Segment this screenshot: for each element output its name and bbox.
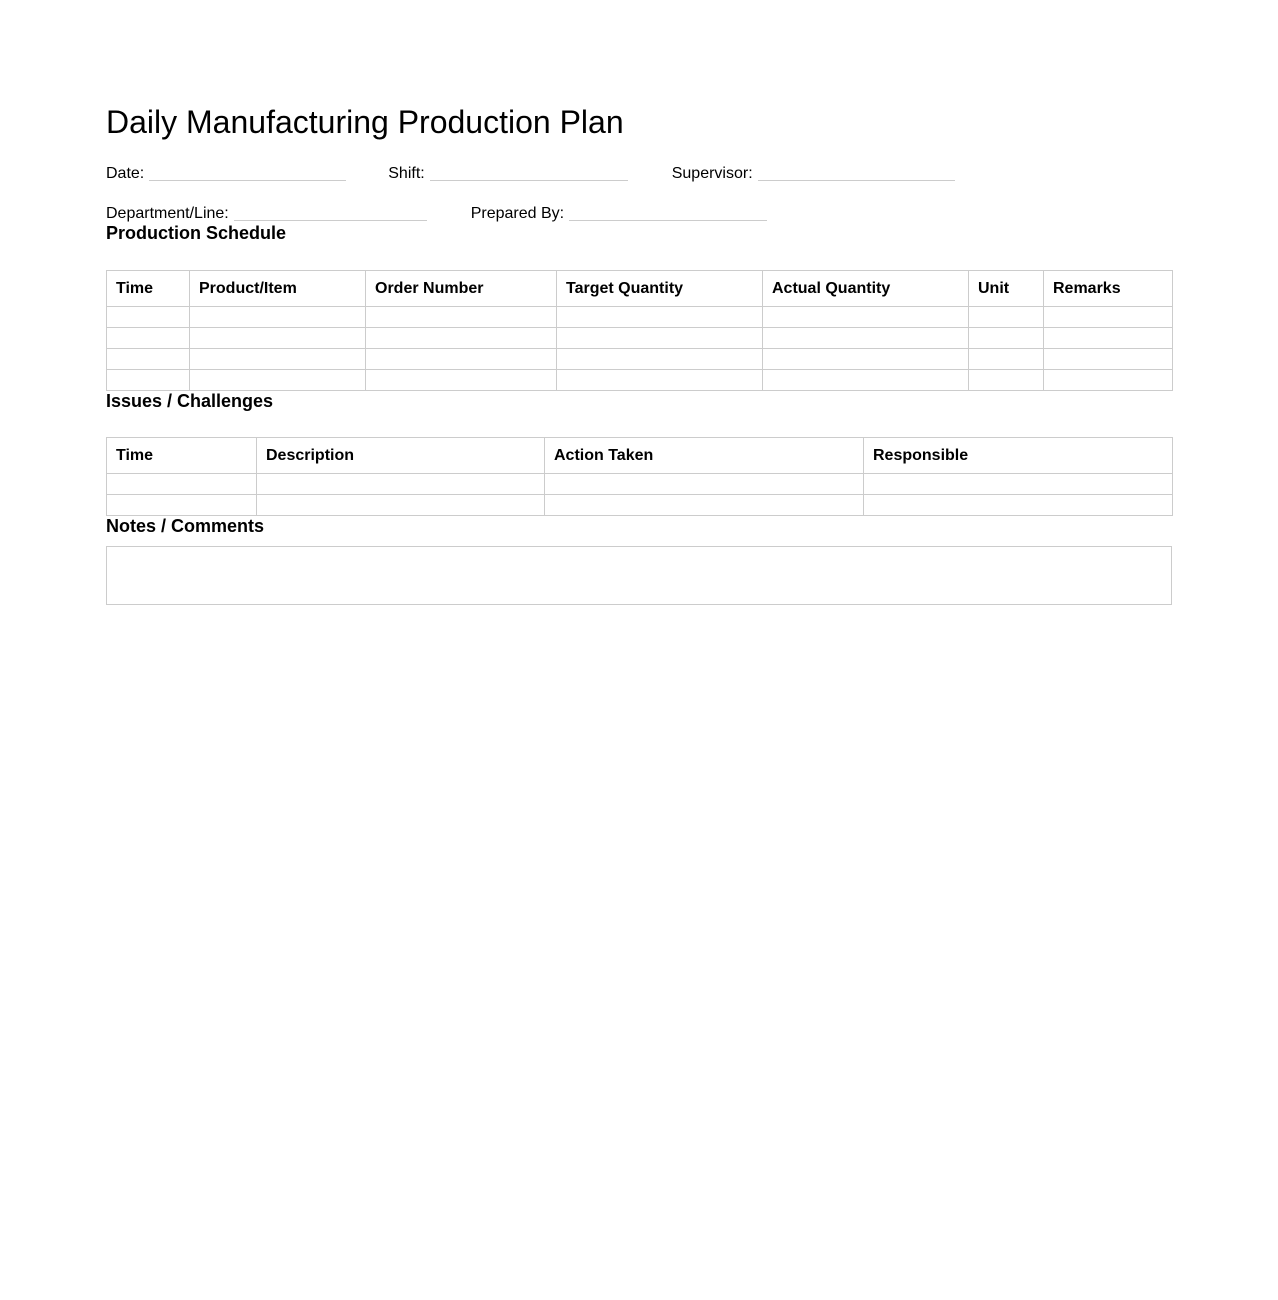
field-shift-line xyxy=(430,166,628,181)
field-date-label: Date: xyxy=(106,165,145,182)
table-cell xyxy=(557,307,763,328)
table-cell xyxy=(864,495,1173,516)
table-row xyxy=(107,474,1173,495)
table-cell xyxy=(864,474,1173,495)
column-header: Responsible xyxy=(864,438,1173,474)
column-header: Actual Quantity xyxy=(763,271,969,307)
table-cell xyxy=(1044,370,1173,391)
table-cell xyxy=(763,370,969,391)
table-cell xyxy=(969,370,1044,391)
table-cell xyxy=(366,328,557,349)
column-header: Action Taken xyxy=(545,438,864,474)
table-cell xyxy=(1044,307,1173,328)
issues-challenges-header-row xyxy=(107,438,1173,474)
column-header: Product/Item xyxy=(190,271,366,307)
table-cell xyxy=(107,474,257,495)
table-cell xyxy=(969,328,1044,349)
table-row xyxy=(107,328,1173,349)
column-header: Unit xyxy=(969,271,1044,307)
meta-row-2 xyxy=(106,205,1172,223)
table-cell xyxy=(107,349,190,370)
field-department-line-label: Department/Line: xyxy=(106,205,229,222)
section-title-production-schedule: Production Schedule xyxy=(106,223,287,243)
field-supervisor xyxy=(672,165,955,183)
field-date xyxy=(106,165,346,183)
field-prepared-by-label: Prepared By: xyxy=(470,205,565,222)
field-supervisor-line xyxy=(758,166,955,181)
table-cell xyxy=(107,328,190,349)
table-cell xyxy=(190,307,366,328)
table-cell xyxy=(545,474,864,495)
issues-challenges-body xyxy=(107,474,1173,516)
table-cell xyxy=(557,328,763,349)
table-row xyxy=(107,495,1173,516)
column-header: Time xyxy=(107,271,190,307)
field-date-line xyxy=(149,166,346,181)
column-header: Remarks xyxy=(1044,271,1173,307)
table-cell xyxy=(366,349,557,370)
production-schedule-table xyxy=(106,270,1173,391)
notes-comments-box xyxy=(106,546,1172,605)
column-header: Order Number xyxy=(366,271,557,307)
table-row xyxy=(107,307,1173,328)
table-cell xyxy=(557,370,763,391)
table-cell xyxy=(1044,328,1173,349)
table-cell xyxy=(257,474,545,495)
table-cell xyxy=(366,307,557,328)
column-header: Description xyxy=(257,438,545,474)
page-title: Daily Manufacturing Production Plan xyxy=(106,104,624,140)
table-cell xyxy=(557,349,763,370)
field-supervisor-label: Supervisor: xyxy=(671,165,753,182)
production-schedule-header-row xyxy=(107,271,1173,307)
table-cell xyxy=(190,349,366,370)
section-title-notes-comments: Notes / Comments xyxy=(106,516,265,536)
column-header: Target Quantity xyxy=(557,271,763,307)
field-shift xyxy=(388,165,627,183)
table-row xyxy=(107,370,1173,391)
table-cell xyxy=(763,307,969,328)
table-cell xyxy=(107,370,190,391)
issues-challenges-table xyxy=(106,437,1173,516)
table-cell xyxy=(257,495,545,516)
table-cell xyxy=(107,307,190,328)
table-cell xyxy=(545,495,864,516)
meta-row-1 xyxy=(106,165,1172,183)
table-cell xyxy=(190,328,366,349)
table-cell xyxy=(1044,349,1173,370)
table-cell xyxy=(763,328,969,349)
table-cell xyxy=(763,349,969,370)
table-cell xyxy=(366,370,557,391)
table-cell xyxy=(969,307,1044,328)
column-header: Time xyxy=(107,438,257,474)
table-cell xyxy=(969,349,1044,370)
section-title-issues-challenges: Issues / Challenges xyxy=(106,391,274,411)
field-shift-label: Shift: xyxy=(388,165,425,182)
table-row xyxy=(107,349,1173,370)
field-department-line-line xyxy=(234,206,427,221)
field-prepared-by-line xyxy=(569,206,767,221)
field-department-line xyxy=(106,205,427,223)
field-prepared-by xyxy=(471,205,767,223)
table-cell xyxy=(190,370,366,391)
table-cell xyxy=(107,495,257,516)
production-schedule-body xyxy=(107,307,1173,391)
